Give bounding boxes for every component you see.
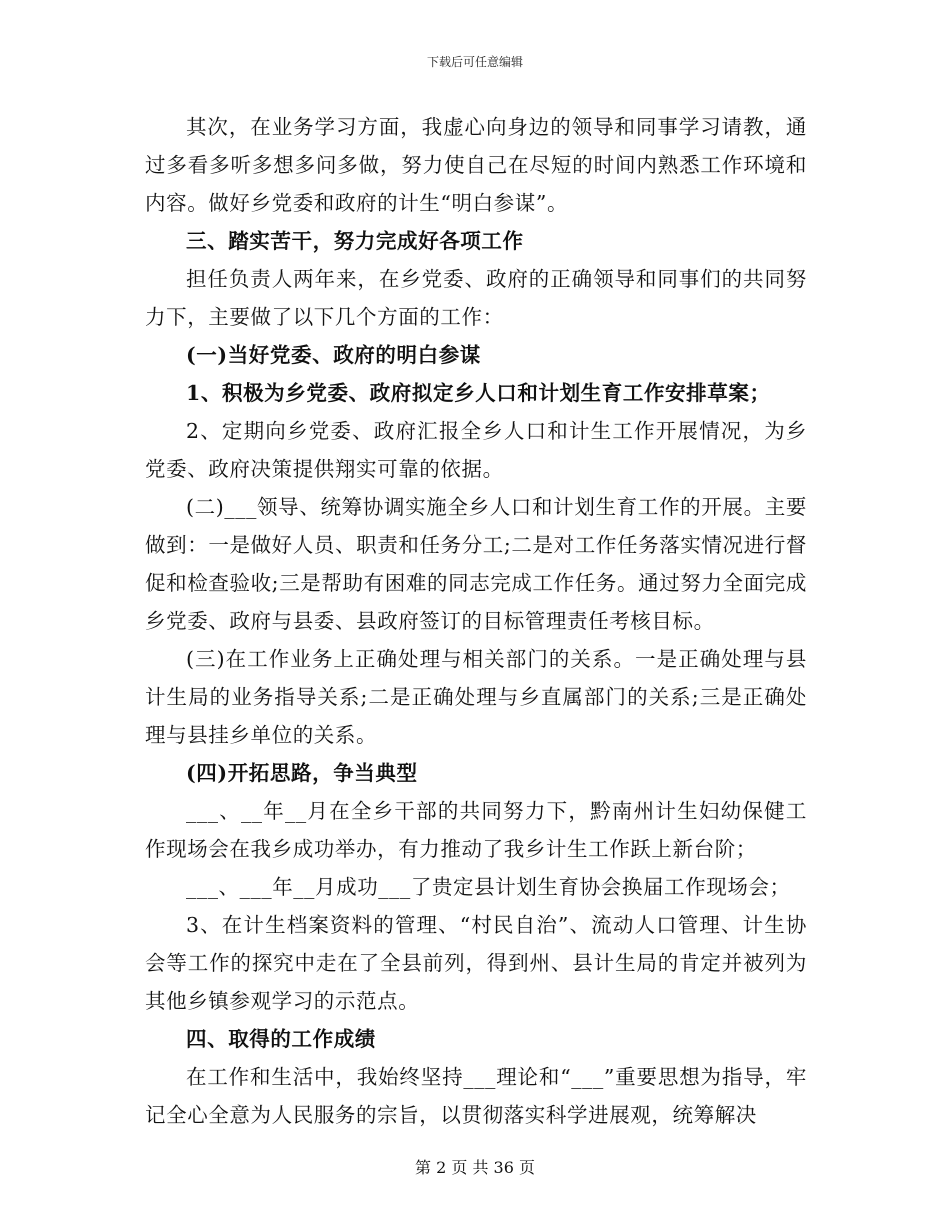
subheading-4: (四)开拓思路，争当典型 xyxy=(186,761,418,785)
paragraph-3: 担任负责人两年来，在乡党委、政府的正确领导和同事们的共同努力下，主要做了以下几个方面的工作： xyxy=(145,267,807,329)
paragraph-8: (三)在工作业务上正确处理与相关部门的关系。一是正确处理与县计生局的业务指导关系;二是正确处理与乡直属部门的关系;三是正确处理与县挂乡单位的关系。 xyxy=(145,647,807,747)
section-heading-3: 三、踏实苦干，努力完成好各项工作 xyxy=(186,229,524,253)
list-item-3: 3、在计生档案资料的管理、“村民自治”、流动人口管理、计生协会等工作的探究中走在了全县前列，得到州、县计生局的肯定并被列为其他乡镇参观学习的示范点。 xyxy=(145,913,807,1013)
section-heading-4: 四、取得的工作成绩 xyxy=(186,1027,376,1051)
paragraph-10: ___、__年__月在全乡干部的共同努力下，黔南州计生妇幼保健工作现场会在我乡成功举办，有力推动了我乡计生工作跃上新台阶； xyxy=(145,799,807,861)
paragraph-14: 在工作和生活中，我始终坚持___理论和“___”重要思想为指导，牢记全心全意为人民服务的宗旨，以贯彻落实科学进展观，统筹解决 xyxy=(145,1065,807,1127)
subheading-1: (一)当好党委、政府的明白参谋 xyxy=(186,343,481,367)
paragraph-11: ___、___年__月成功___了贵定县计划生育协会换届工作现场会； xyxy=(186,875,791,899)
list-item-1: 1、积极为乡党委、政府拟定乡人口和计划生育工作安排草案； xyxy=(186,381,771,405)
page-header: 下载后可任意编辑 xyxy=(426,55,523,69)
paragraph-1: 其次，在业务学习方面，我虚心向身边的领导和同事学习请教，通过多看多听多想多问多做，努力使自己在尽短的时间内熟悉工作环境和内容。做好乡党委和政府的计生“明白参谋”。 xyxy=(145,115,807,215)
list-item-2: 2、定期向乡党委、政府汇报全乡人口和计生工作开展情况，为乡党委、政府决策提供翔实可靠的依据。 xyxy=(145,419,807,481)
document-body xyxy=(145,108,807,1134)
page-footer: 第 2 页 共 36 页 xyxy=(415,1158,535,1177)
paragraph-7: (二)___领导、统筹协调实施全乡人口和计划生育工作的开展。主要做到：一是做好人员、职责和任务分工;二是对工作任务落实情况进行督促和检查验收;三是帮助有困难的同志完成工作任务。通过努力全面完成乡党委、政府与县委、县政府签订的目标管理责任考核目标。 xyxy=(145,495,807,633)
